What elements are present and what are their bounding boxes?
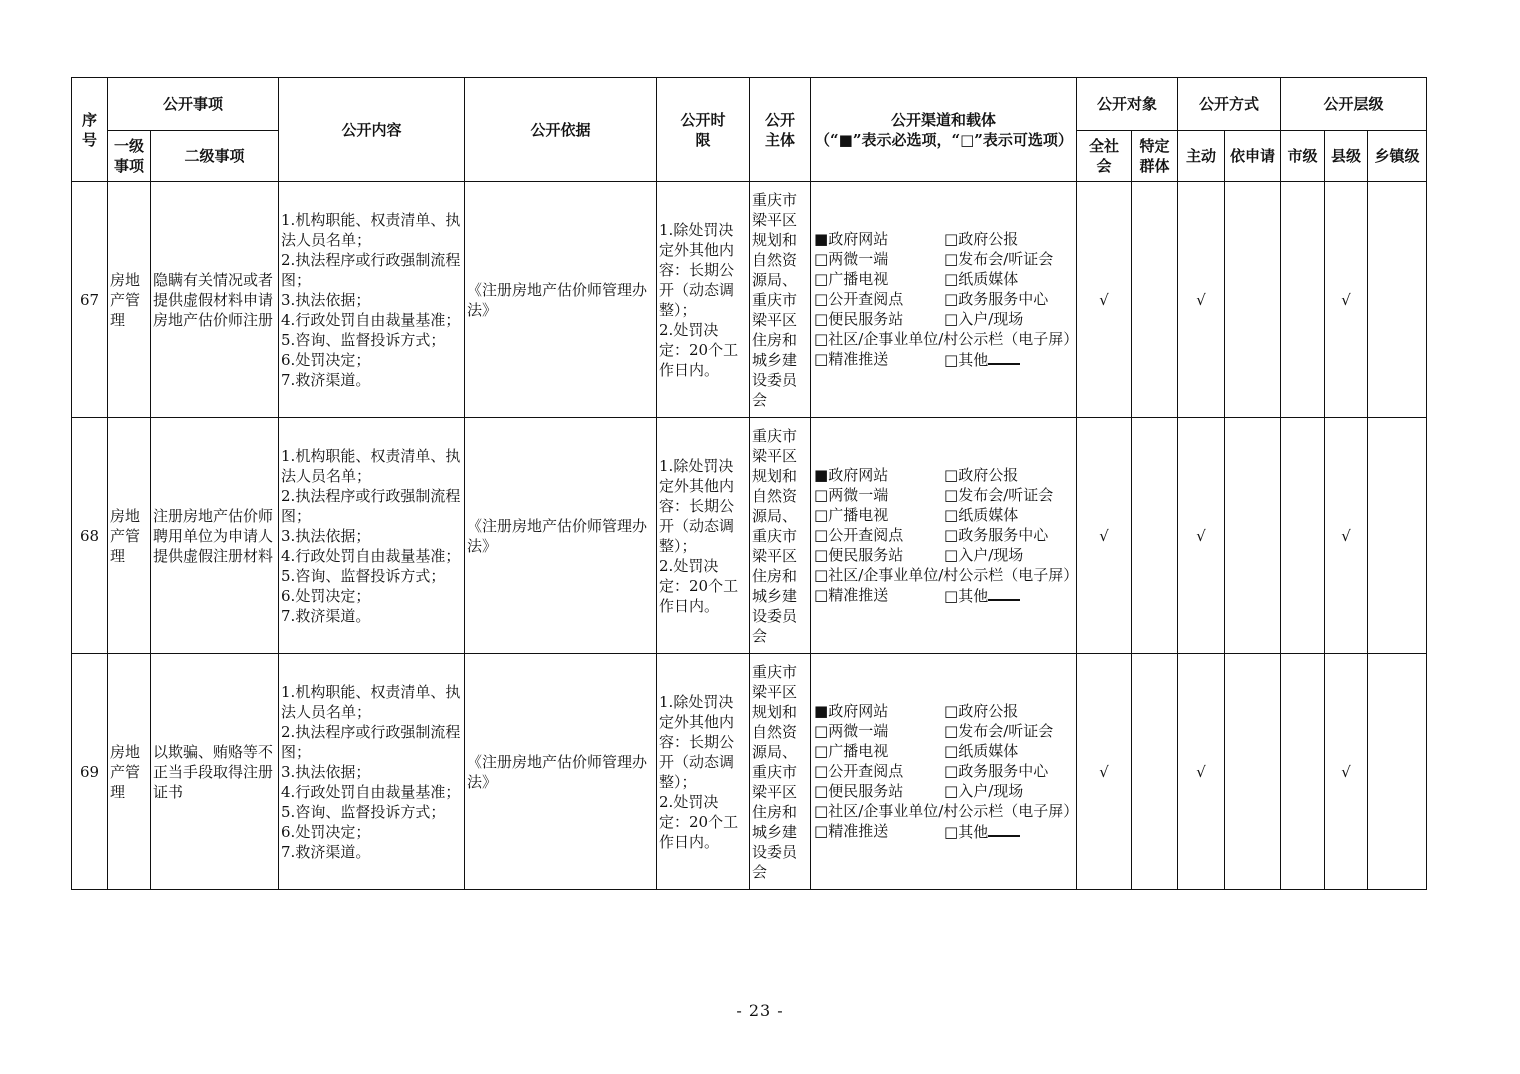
channel-other: □其他	[944, 349, 1020, 370]
channel-door: □入户/现场	[944, 546, 1024, 564]
content-line: 7.救济渠道。	[281, 370, 371, 389]
channel-push: □精准推送	[814, 586, 889, 604]
cell-level-county: √	[1325, 654, 1368, 890]
content-line: 5.咨询、监督投诉方式；	[281, 330, 446, 349]
cell-subject: 重庆市梁平区规划和自然资源局、重庆市梁平区住房和城乡建设委员会	[750, 418, 811, 654]
cell-level1: 房地产管理	[108, 654, 151, 890]
table-row	[72, 418, 1427, 654]
cell-target-specific	[1132, 654, 1178, 890]
header-level-city: 市级	[1281, 131, 1325, 182]
table-row	[72, 182, 1427, 418]
content-line: 1.机构职能、权责清单、执法人员名单；	[281, 446, 461, 485]
content-line: 7.救济渠道。	[281, 842, 371, 861]
cell-time-limit	[657, 182, 750, 418]
time-limit-line: 2.处罚决定：20个工作日内。	[659, 792, 739, 851]
cell-channels	[811, 182, 1077, 418]
cell-level1: 房地产管理	[108, 182, 151, 418]
content-line: 6.处罚决定；	[281, 350, 371, 369]
content-line: 1.机构职能、权责清单、执法人员名单；	[281, 210, 461, 249]
channel-service-station: □便民服务站	[814, 310, 904, 328]
header-method-apply: 依申请	[1225, 131, 1281, 182]
content-line: 2.执法程序或行政强制流程图；	[281, 250, 461, 289]
channel-gov-site: ■政府网站	[814, 702, 889, 720]
channel-note: （“■”表示必选项，“□”表示可选项）	[815, 130, 1073, 149]
cell-method-apply	[1225, 418, 1281, 654]
cell-target-all: √	[1077, 654, 1132, 890]
cell-method-active: √	[1178, 654, 1225, 890]
cell-content	[279, 418, 465, 654]
channel-service-station: □便民服务站	[814, 546, 904, 564]
content-line: 1.机构职能、权责清单、执法人员名单；	[281, 682, 461, 721]
header-level: 公开层级	[1281, 78, 1427, 131]
header-level2: 二级事项	[151, 131, 279, 182]
cell-basis: 《注册房地产估价师管理办法》	[465, 418, 657, 654]
channel-push: □精准推送	[814, 822, 889, 840]
channel-community: □社区/企事业单位/村公示栏（电子屏）	[814, 802, 1079, 820]
channel-radio-tv: □广播电视	[814, 742, 889, 760]
header-channel	[811, 78, 1077, 182]
channel-reading: □公开查阅点	[814, 526, 904, 544]
content-line: 5.咨询、监督投诉方式；	[281, 566, 446, 585]
channel-service-center: □政务服务中心	[944, 762, 1049, 780]
header-subject: 公开主体	[750, 78, 811, 182]
cell-content	[279, 182, 465, 418]
channel-service-center: □政务服务中心	[944, 526, 1049, 544]
content-line: 6.处罚决定；	[281, 822, 371, 841]
cell-level1: 房地产管理	[108, 418, 151, 654]
cell-level-town	[1368, 418, 1427, 654]
header-target: 公开对象	[1077, 78, 1178, 131]
header-level1: 一级事项	[108, 131, 151, 182]
cell-content	[279, 654, 465, 890]
cell-target-all: √	[1077, 182, 1132, 418]
content-line: 4.行政处罚自由裁量基准；	[281, 310, 461, 329]
content-line: 3.执法依据；	[281, 762, 371, 781]
cell-method-active: √	[1178, 182, 1225, 418]
channel-title: 公开渠道和载体	[891, 110, 997, 129]
header-target-all: 全社会	[1077, 131, 1132, 182]
content-line: 7.救济渠道。	[281, 606, 371, 625]
cell-basis: 《注册房地产估价师管理办法》	[465, 182, 657, 418]
cell-time-limit	[657, 654, 750, 890]
cell-level2: 隐瞒有关情况或者提供虚假材料申请房地产估价师注册	[151, 182, 279, 418]
channel-service-center: □政务服务中心	[944, 290, 1049, 308]
cell-time-limit	[657, 418, 750, 654]
page-number: - 23 -	[736, 1001, 784, 1020]
cell-level-town	[1368, 654, 1427, 890]
header-time-limit: 公开时限	[657, 78, 750, 182]
cell-level-city	[1281, 418, 1325, 654]
channel-gov-site: ■政府网站	[814, 230, 889, 248]
content-line: 2.执法程序或行政强制流程图；	[281, 486, 461, 525]
channel-service-station: □便民服务站	[814, 782, 904, 800]
channel-gov-gazette: □政府公报	[944, 230, 1019, 248]
cell-target-specific	[1132, 182, 1178, 418]
cell-channels	[811, 654, 1077, 890]
channel-paper: □纸质媒体	[944, 270, 1019, 288]
header-basis: 公开依据	[465, 78, 657, 182]
content-line: 4.行政处罚自由裁量基准；	[281, 782, 461, 801]
channel-gov-site: ■政府网站	[814, 466, 889, 484]
time-limit-line: 1.除处罚决定外其他内容：长期公开（动态调整）；	[659, 220, 735, 319]
cell-subject: 重庆市梁平区规划和自然资源局、重庆市梁平区住房和城乡建设委员会	[750, 182, 811, 418]
channel-push: □精准推送	[814, 350, 889, 368]
disclosure-table	[71, 77, 1427, 890]
channel-press: □发布会/听证会	[944, 722, 1054, 740]
channel-two-micro: □两微一端	[814, 722, 889, 740]
blank-line	[988, 821, 1020, 837]
cell-basis: 《注册房地产估价师管理办法》	[465, 654, 657, 890]
header-level-town: 乡镇级	[1368, 131, 1427, 182]
cell-method-apply	[1225, 182, 1281, 418]
time-limit-line: 1.除处罚决定外其他内容：长期公开（动态调整）；	[659, 456, 735, 555]
cell-level-city	[1281, 654, 1325, 890]
time-limit-line: 2.处罚决定：20个工作日内。	[659, 556, 739, 615]
channel-community: □社区/企事业单位/村公示栏（电子屏）	[814, 330, 1079, 348]
cell-level2: 注册房地产估价师聘用单位为申请人提供虚假注册材料	[151, 418, 279, 654]
channel-radio-tv: □广播电视	[814, 506, 889, 524]
channel-gov-gazette: □政府公报	[944, 702, 1019, 720]
content-line: 5.咨询、监督投诉方式；	[281, 802, 446, 821]
content-line: 3.执法依据；	[281, 526, 371, 545]
header-target-specific: 特定群体	[1132, 131, 1178, 182]
cell-channels	[811, 418, 1077, 654]
time-limit-line: 1.除处罚决定外其他内容：长期公开（动态调整）；	[659, 692, 735, 791]
header-method-active: 主动	[1178, 131, 1225, 182]
cell-level-county: √	[1325, 418, 1368, 654]
channel-two-micro: □两微一端	[814, 250, 889, 268]
cell-level2: 以欺骗、贿赂等不正当手段取得注册证书	[151, 654, 279, 890]
channel-paper: □纸质媒体	[944, 506, 1019, 524]
header-method: 公开方式	[1178, 78, 1281, 131]
cell-level-city	[1281, 182, 1325, 418]
header-row-1	[72, 78, 1427, 131]
table-row	[72, 654, 1427, 890]
cell-method-apply	[1225, 654, 1281, 890]
content-line: 6.处罚决定；	[281, 586, 371, 605]
channel-press: □发布会/听证会	[944, 250, 1054, 268]
header-content: 公开内容	[279, 78, 465, 182]
channel-door: □入户/现场	[944, 782, 1024, 800]
cell-seq: 69	[72, 654, 108, 890]
cell-target-specific	[1132, 418, 1178, 654]
content-line: 3.执法依据；	[281, 290, 371, 309]
cell-method-active: √	[1178, 418, 1225, 654]
cell-level-county: √	[1325, 182, 1368, 418]
channel-other: □其他	[944, 821, 1020, 842]
cell-seq: 67	[72, 182, 108, 418]
channel-radio-tv: □广播电视	[814, 270, 889, 288]
channel-reading: □公开查阅点	[814, 762, 904, 780]
content-line: 2.执法程序或行政强制流程图；	[281, 722, 461, 761]
channel-two-micro: □两微一端	[814, 486, 889, 504]
channel-reading: □公开查阅点	[814, 290, 904, 308]
channel-other: □其他	[944, 585, 1020, 606]
header-level-county: 县级	[1325, 131, 1368, 182]
blank-line	[988, 349, 1020, 365]
header-public-item: 公开事项	[108, 78, 279, 131]
cell-seq: 68	[72, 418, 108, 654]
blank-line	[988, 585, 1020, 601]
channel-gov-gazette: □政府公报	[944, 466, 1019, 484]
cell-subject: 重庆市梁平区规划和自然资源局、重庆市梁平区住房和城乡建设委员会	[750, 654, 811, 890]
time-limit-line: 2.处罚决定：20个工作日内。	[659, 320, 739, 379]
channel-door: □入户/现场	[944, 310, 1024, 328]
channel-paper: □纸质媒体	[944, 742, 1019, 760]
cell-level-town	[1368, 182, 1427, 418]
cell-target-all: √	[1077, 418, 1132, 654]
channel-community: □社区/企事业单位/村公示栏（电子屏）	[814, 566, 1079, 584]
content-line: 4.行政处罚自由裁量基准；	[281, 546, 461, 565]
channel-press: □发布会/听证会	[944, 486, 1054, 504]
header-seq: 序号	[72, 78, 108, 182]
